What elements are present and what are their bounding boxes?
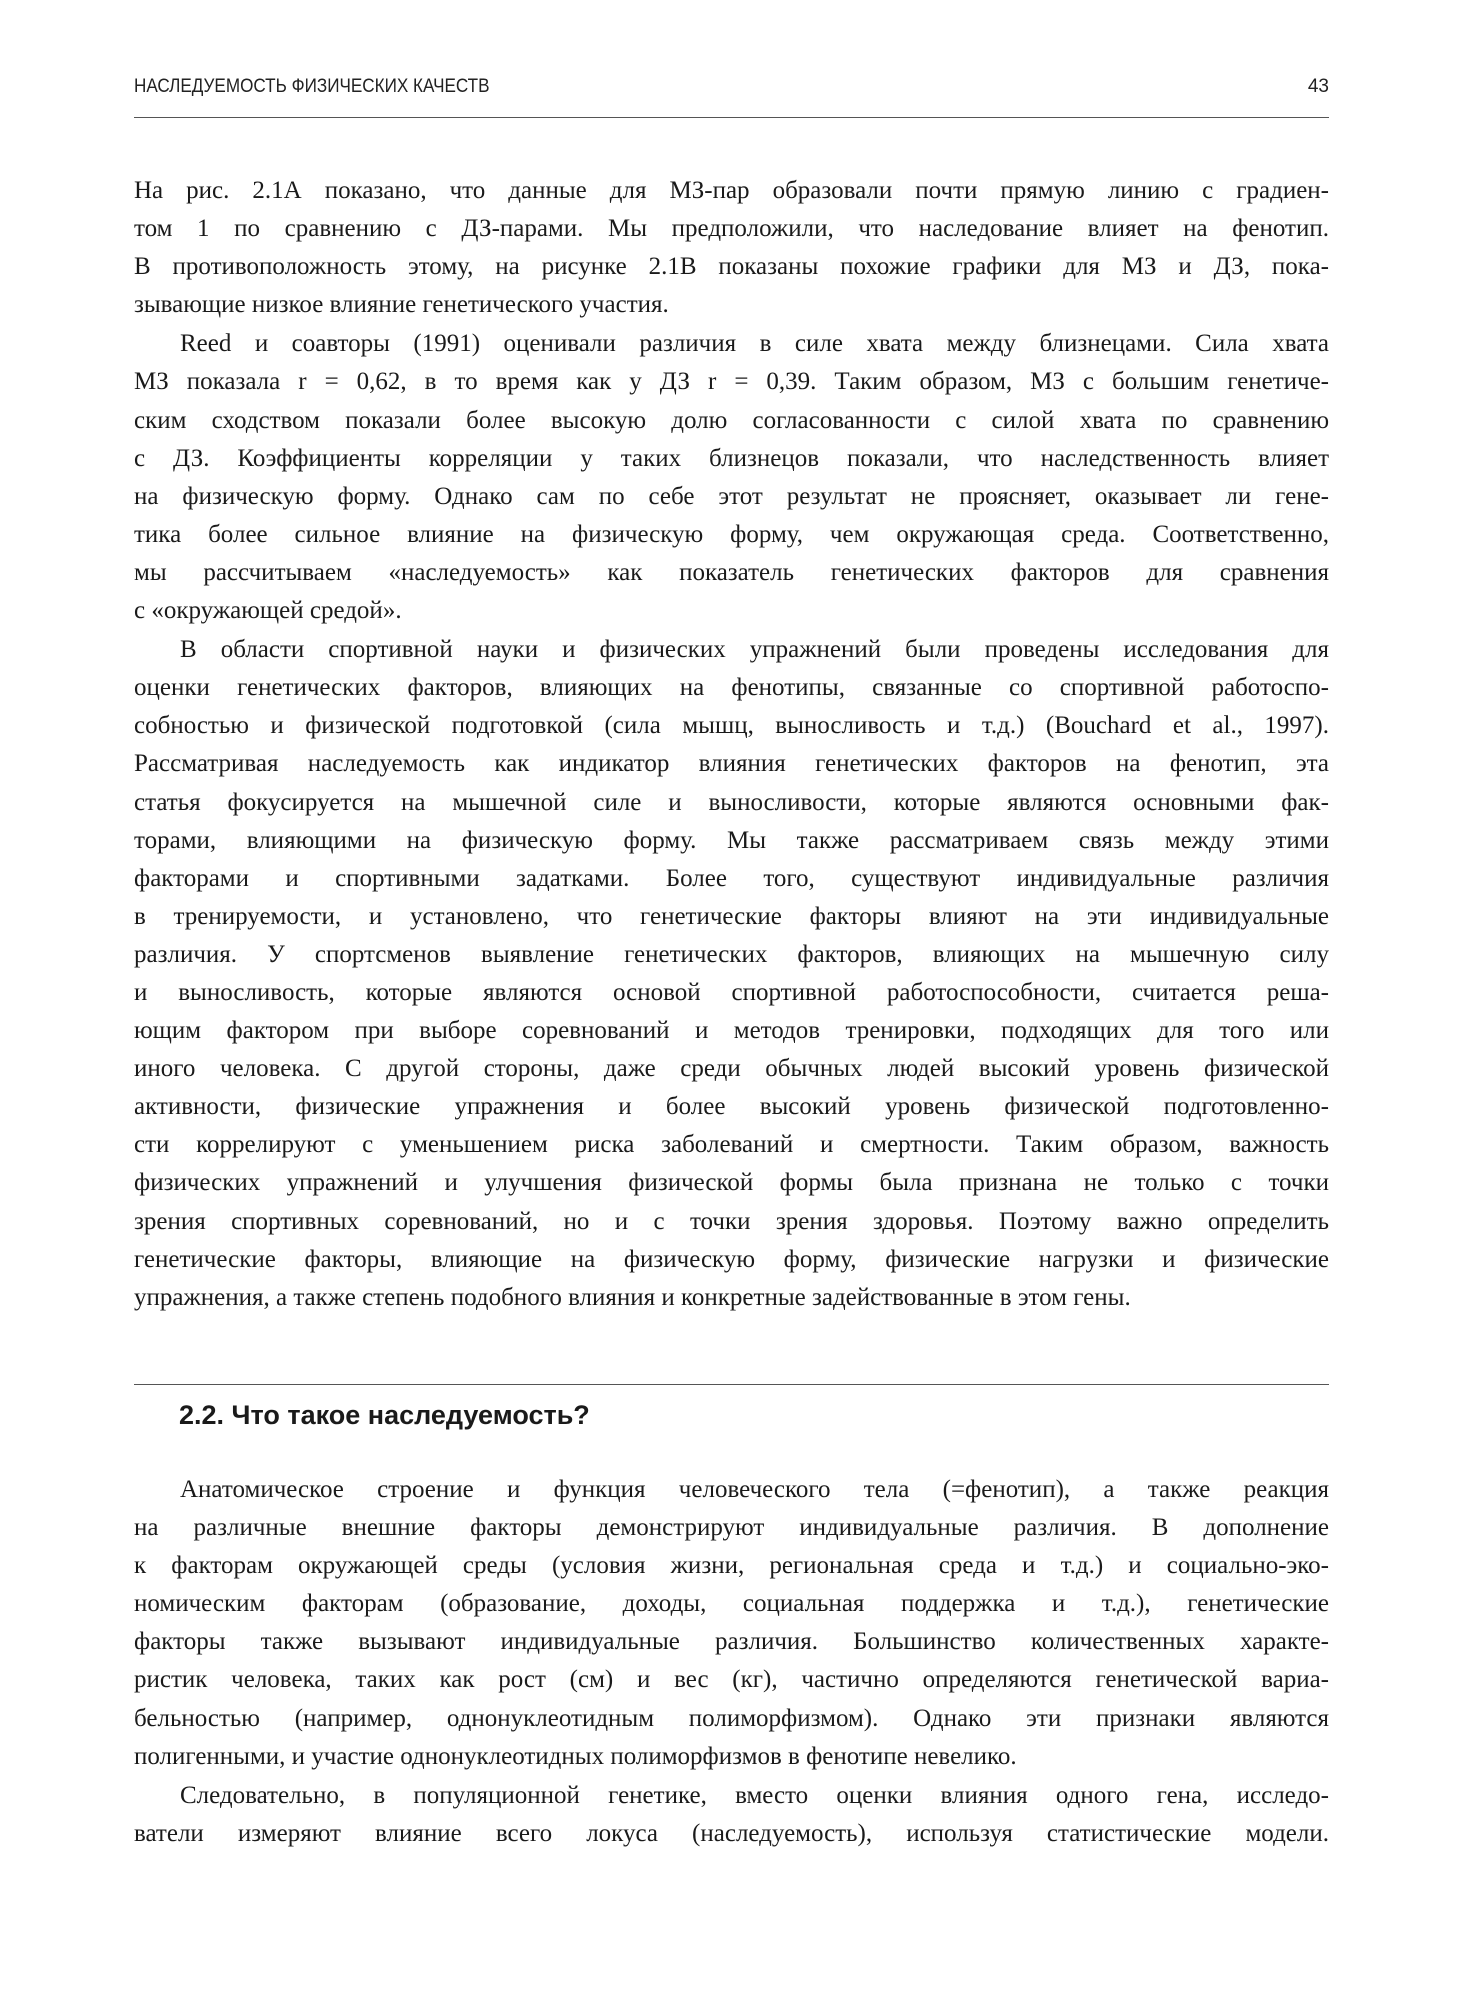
text-line: зрения спортивных соревнований, но и с точки зрения здоровья. Поэтому важно определить (134, 1207, 1329, 1235)
section-1-body (134, 172, 1329, 1318)
text-line: ристик человека, таких как рост (см) и вес (кг), частично определяются генетической вариа- (134, 1666, 1329, 1694)
running-header (134, 74, 1329, 104)
text-line: с ДЗ. Коэффициенты корреляции у таких близнецов показали, что наследственность влияет (134, 444, 1329, 472)
text-line: Следовательно, в популяционной генетике, вместо оценки влияния одного гена, исследо- (180, 1781, 1329, 1809)
section-rule (134, 1384, 1329, 1385)
text-line: факторы также вызывают индивидуальные различия. Большинство количественных характе- (134, 1628, 1329, 1656)
text-line: зывающие низкое влияние генетического участия. (134, 291, 669, 319)
text-line: оценки генетических факторов, влияющих на фенотипы, связанные со спортивной работоспо- (134, 674, 1329, 702)
text-line: ющим фактором при выборе соревнований и методов тренировки, подходящих для того или (134, 1017, 1329, 1045)
text-line: торами, влияющими на физическую форму. Мы также рассматриваем связь между этими (134, 826, 1329, 854)
text-line: номическим факторам (образование, доходы, социальная поддержка и т.д.), генетические (134, 1590, 1329, 1618)
text-line: На рис. 2.1А показано, что данные для МЗ-пар образовали почти прямую линию с градиен- (134, 177, 1329, 204)
paragraph (134, 1471, 1329, 1776)
section-heading: 2.2. Что такое наследуемость? (179, 1400, 590, 1430)
text-line: активности, физические упражнения и более высокий уровень физической подготовленно- (134, 1093, 1329, 1121)
text-line: с «окружающей средой». (134, 597, 402, 625)
text-line: иного человека. С другой стороны, даже среди обычных людей высокий уровень физической (134, 1055, 1329, 1083)
text-line: и выносливость, которые являются основой спортивной работоспособности, считается реша- (134, 978, 1329, 1006)
text-line: Рассматривая наследуемость как индикатор влияния генетических факторов на фенотип, эта (134, 750, 1329, 778)
text-line: бельностью (например, однонуклеотидным полиморфизмом). Однако эти признаки являются (134, 1704, 1329, 1732)
section-2-body (134, 1471, 1329, 1854)
paragraph (134, 631, 1329, 1317)
text-line: на различные внешние факторы демонстрируют индивидуальные различия. В дополнение (134, 1514, 1329, 1542)
text-line: сти коррелируют с уменьшением риска заболеваний и смертности. Таким образом, важность (134, 1131, 1329, 1159)
text-line: том 1 по сравнению с ДЗ-парами. Мы предположили, что наследование влияет на фенотип. (134, 215, 1329, 243)
paragraph (134, 325, 1329, 630)
text-line: мы рассчитываем «наследуемость» как показатель генетических факторов для сравнения (134, 558, 1329, 586)
page-number: 43 (1307, 76, 1329, 97)
text-line: в тренируемости, и установлено, что генетические факторы влияют на эти индивидуальные (134, 902, 1329, 930)
text-line: собностью и физической подготовкой (сила мышц, выносливость и т.д.) (Bouchard et al., 1997). (134, 712, 1329, 740)
text-line: Reed и соавторы (1991) оценивали различия в силе хвата между близнецами. Сила хвата (180, 330, 1329, 358)
header-rule (134, 117, 1329, 118)
text-line: ским сходством показали более высокую долю согласованности с силой хвата по сравнению (134, 406, 1329, 434)
text-line: тика более сильное влияние на физическую форму, чем окружающая среда. Соответственно, (134, 520, 1329, 548)
text-line: МЗ показала r = 0,62, в то время как у ДЗ r = 0,39. Таким образом, МЗ с большим генетиче- (134, 368, 1329, 396)
text-line: В противоположность этому, на рисунке 2.1В показаны похожие графики для МЗ и ДЗ, пока- (134, 253, 1329, 281)
text-line: статья фокусируется на мышечной силе и выносливости, которые являются основными фак- (134, 788, 1329, 816)
paragraph (134, 1777, 1329, 1853)
text-line: факторами и спортивными задатками. Более того, существуют индивидуальные различия (134, 864, 1329, 892)
text-line: физических упражнений и улучшения физической формы была признана не только с точки (134, 1169, 1329, 1197)
text-line: упражнения, а также степень подобного влияния и конкретные задействованные в этом гены. (134, 1283, 1131, 1311)
text-line: генетические факторы, влияющие на физическую форму, физические нагрузки и физические (134, 1245, 1329, 1273)
text-line: различия. У спортсменов выявление генетических факторов, влияющих на мышечную силу (134, 940, 1329, 968)
text-line: В области спортивной науки и физических упражнений были проведены исследования для (180, 636, 1329, 664)
running-title: НАСЛЕДУЕМОСТЬ ФИЗИЧЕСКИХ КАЧЕСТВ (134, 76, 490, 97)
text-line: к факторам окружающей среды (условия жизни, региональная среда и т.д.) и социально-эко- (134, 1552, 1329, 1580)
text-line: Анатомическое строение и функция человеческого тела (=фенотип), а также реакция (180, 1476, 1329, 1503)
text-line: на физическую форму. Однако сам по себе этот результат не проясняет, оказывает ли гене- (134, 482, 1329, 510)
paragraph (134, 172, 1329, 324)
text-line: полигенными, и участие однонуклеотидных полиморфизмов в фенотипе невелико. (134, 1742, 1017, 1770)
text-line: ватели измеряют влияние всего локуса (наследуемость), используя статистические модели. (134, 1819, 1329, 1847)
